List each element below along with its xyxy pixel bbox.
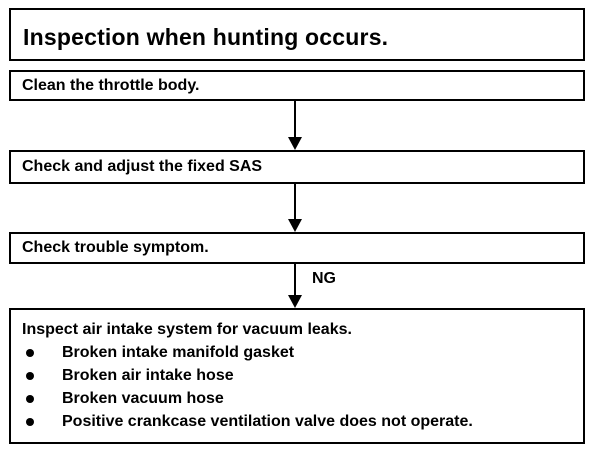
list-item: Broken vacuum hose xyxy=(22,387,583,410)
step-text: Clean the throttle body. xyxy=(22,77,200,94)
step-adjust-sas-box xyxy=(9,150,585,184)
down-arrow xyxy=(288,184,302,232)
bullet-icon xyxy=(26,395,34,403)
step-clean-throttle-box xyxy=(9,70,585,101)
ng-label: NG xyxy=(312,270,336,287)
bullet-icon xyxy=(26,418,34,426)
bullet-icon xyxy=(26,372,34,380)
bullet-icon xyxy=(26,349,34,357)
list-item: Broken intake manifold gasket xyxy=(22,341,583,364)
step-check-symptom-box xyxy=(9,232,585,264)
title-text: Inspection when hunting occurs. xyxy=(23,24,389,50)
list-item: Broken air intake hose xyxy=(22,364,583,387)
inspect-heading: Inspect air intake system for vacuum leaks. xyxy=(22,321,352,338)
step-text: Check and adjust the fixed SAS xyxy=(22,158,263,175)
down-arrow-ng xyxy=(288,264,302,308)
down-arrow xyxy=(288,101,302,150)
step-inspect-intake-box xyxy=(9,308,585,444)
step-text: Check trouble symptom. xyxy=(22,239,209,256)
list-item: Positive crankcase ventilation valve does not operate. xyxy=(22,410,583,433)
leak-cause-list xyxy=(22,341,583,433)
title-box xyxy=(9,8,585,61)
